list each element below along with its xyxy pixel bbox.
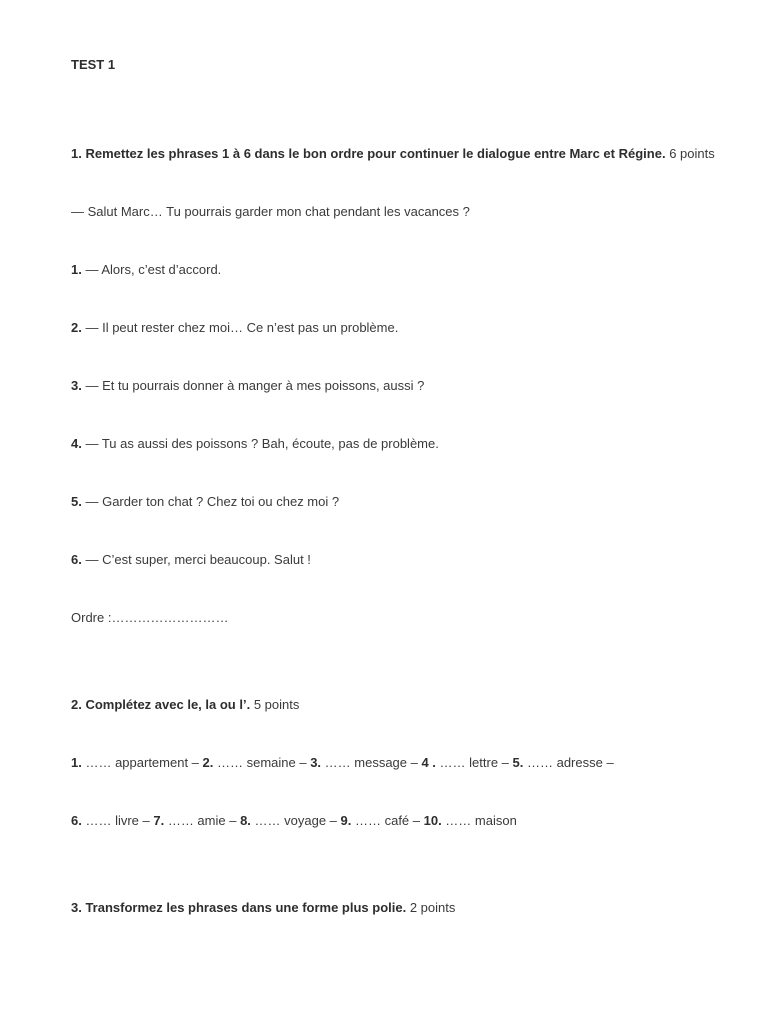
blank-text: …… lettre – bbox=[435, 755, 513, 770]
item-text: — Tu as aussi des poissons ? Bah, écoute, pas de problème. bbox=[85, 436, 439, 451]
dialogue-item-6 bbox=[71, 552, 311, 568]
section1-heading: 1. Remettez les phrases 1 à 6 dans le bon ordre pour continuer le dialogue entre Marc et Régine. bbox=[71, 146, 666, 161]
item-number: 5. bbox=[71, 494, 82, 509]
blank-number: 9. bbox=[340, 813, 352, 828]
blank-text: …… message – bbox=[321, 755, 422, 770]
blank-text: …… café – bbox=[351, 813, 424, 828]
blank-text: …… voyage – bbox=[250, 813, 341, 828]
section3-heading-line bbox=[71, 900, 455, 916]
blank-text: …… appartement – bbox=[81, 755, 203, 770]
blank-text: …… adresse – bbox=[523, 755, 614, 770]
test-title: TEST 1 bbox=[71, 57, 116, 72]
dialogue-intro: — Salut Marc… Tu pourrais garder mon chat pendant les vacances ? bbox=[71, 204, 470, 219]
dialogue-item-5 bbox=[71, 494, 339, 510]
section2-heading: 2. Complétez avec le, la ou l’. bbox=[71, 697, 251, 712]
blank-number: 7. bbox=[153, 813, 165, 828]
blank-number: 5. bbox=[512, 755, 524, 770]
section1-heading-line bbox=[71, 146, 715, 162]
blank-number: 6. bbox=[71, 813, 82, 828]
section2-heading-line bbox=[71, 697, 299, 713]
item-text: — Et tu pourrais donner à manger à mes poissons, aussi ? bbox=[85, 378, 425, 393]
dialogue-item-3 bbox=[71, 378, 424, 394]
item-number: 1. bbox=[71, 262, 82, 277]
dialogue-item-2 bbox=[71, 320, 398, 336]
section3-points: 2 points bbox=[409, 900, 456, 915]
blank-text: …… semaine – bbox=[213, 755, 311, 770]
section3-heading: 3. Transformez les phrases dans une forme plus polie. bbox=[71, 900, 407, 915]
fill-in-row-1 bbox=[71, 755, 614, 771]
dialogue-item-4 bbox=[71, 436, 439, 452]
blank-text: …… amie – bbox=[164, 813, 241, 828]
blank-number: 4 . bbox=[421, 755, 436, 770]
item-text: — Garder ton chat ? Chez toi ou chez moi ? bbox=[85, 494, 340, 509]
section1-points: 6 points bbox=[669, 146, 715, 161]
item-number: 3. bbox=[71, 378, 82, 393]
section2-points: 5 points bbox=[253, 697, 300, 712]
item-text: — Alors, c’est d’accord. bbox=[85, 262, 222, 277]
item-number: 6. bbox=[71, 552, 82, 567]
blank-number: 2. bbox=[202, 755, 214, 770]
item-text: — Il peut rester chez moi… Ce n’est pas un problème. bbox=[85, 320, 399, 335]
blank-text: …… livre – bbox=[81, 813, 154, 828]
blank-number: 10. bbox=[423, 813, 442, 828]
dialogue-item-1 bbox=[71, 262, 221, 278]
fill-in-row-2 bbox=[71, 813, 517, 829]
item-number: 2. bbox=[71, 320, 82, 335]
item-number: 4. bbox=[71, 436, 82, 451]
blank-number: 8. bbox=[240, 813, 251, 828]
order-answer-line: Ordre :……………………… bbox=[71, 610, 229, 625]
blank-number: 1. bbox=[71, 755, 82, 770]
blank-text: …… maison bbox=[441, 813, 517, 828]
item-text: — C’est super, merci beaucoup. Salut ! bbox=[85, 552, 311, 567]
blank-number: 3. bbox=[310, 755, 322, 770]
